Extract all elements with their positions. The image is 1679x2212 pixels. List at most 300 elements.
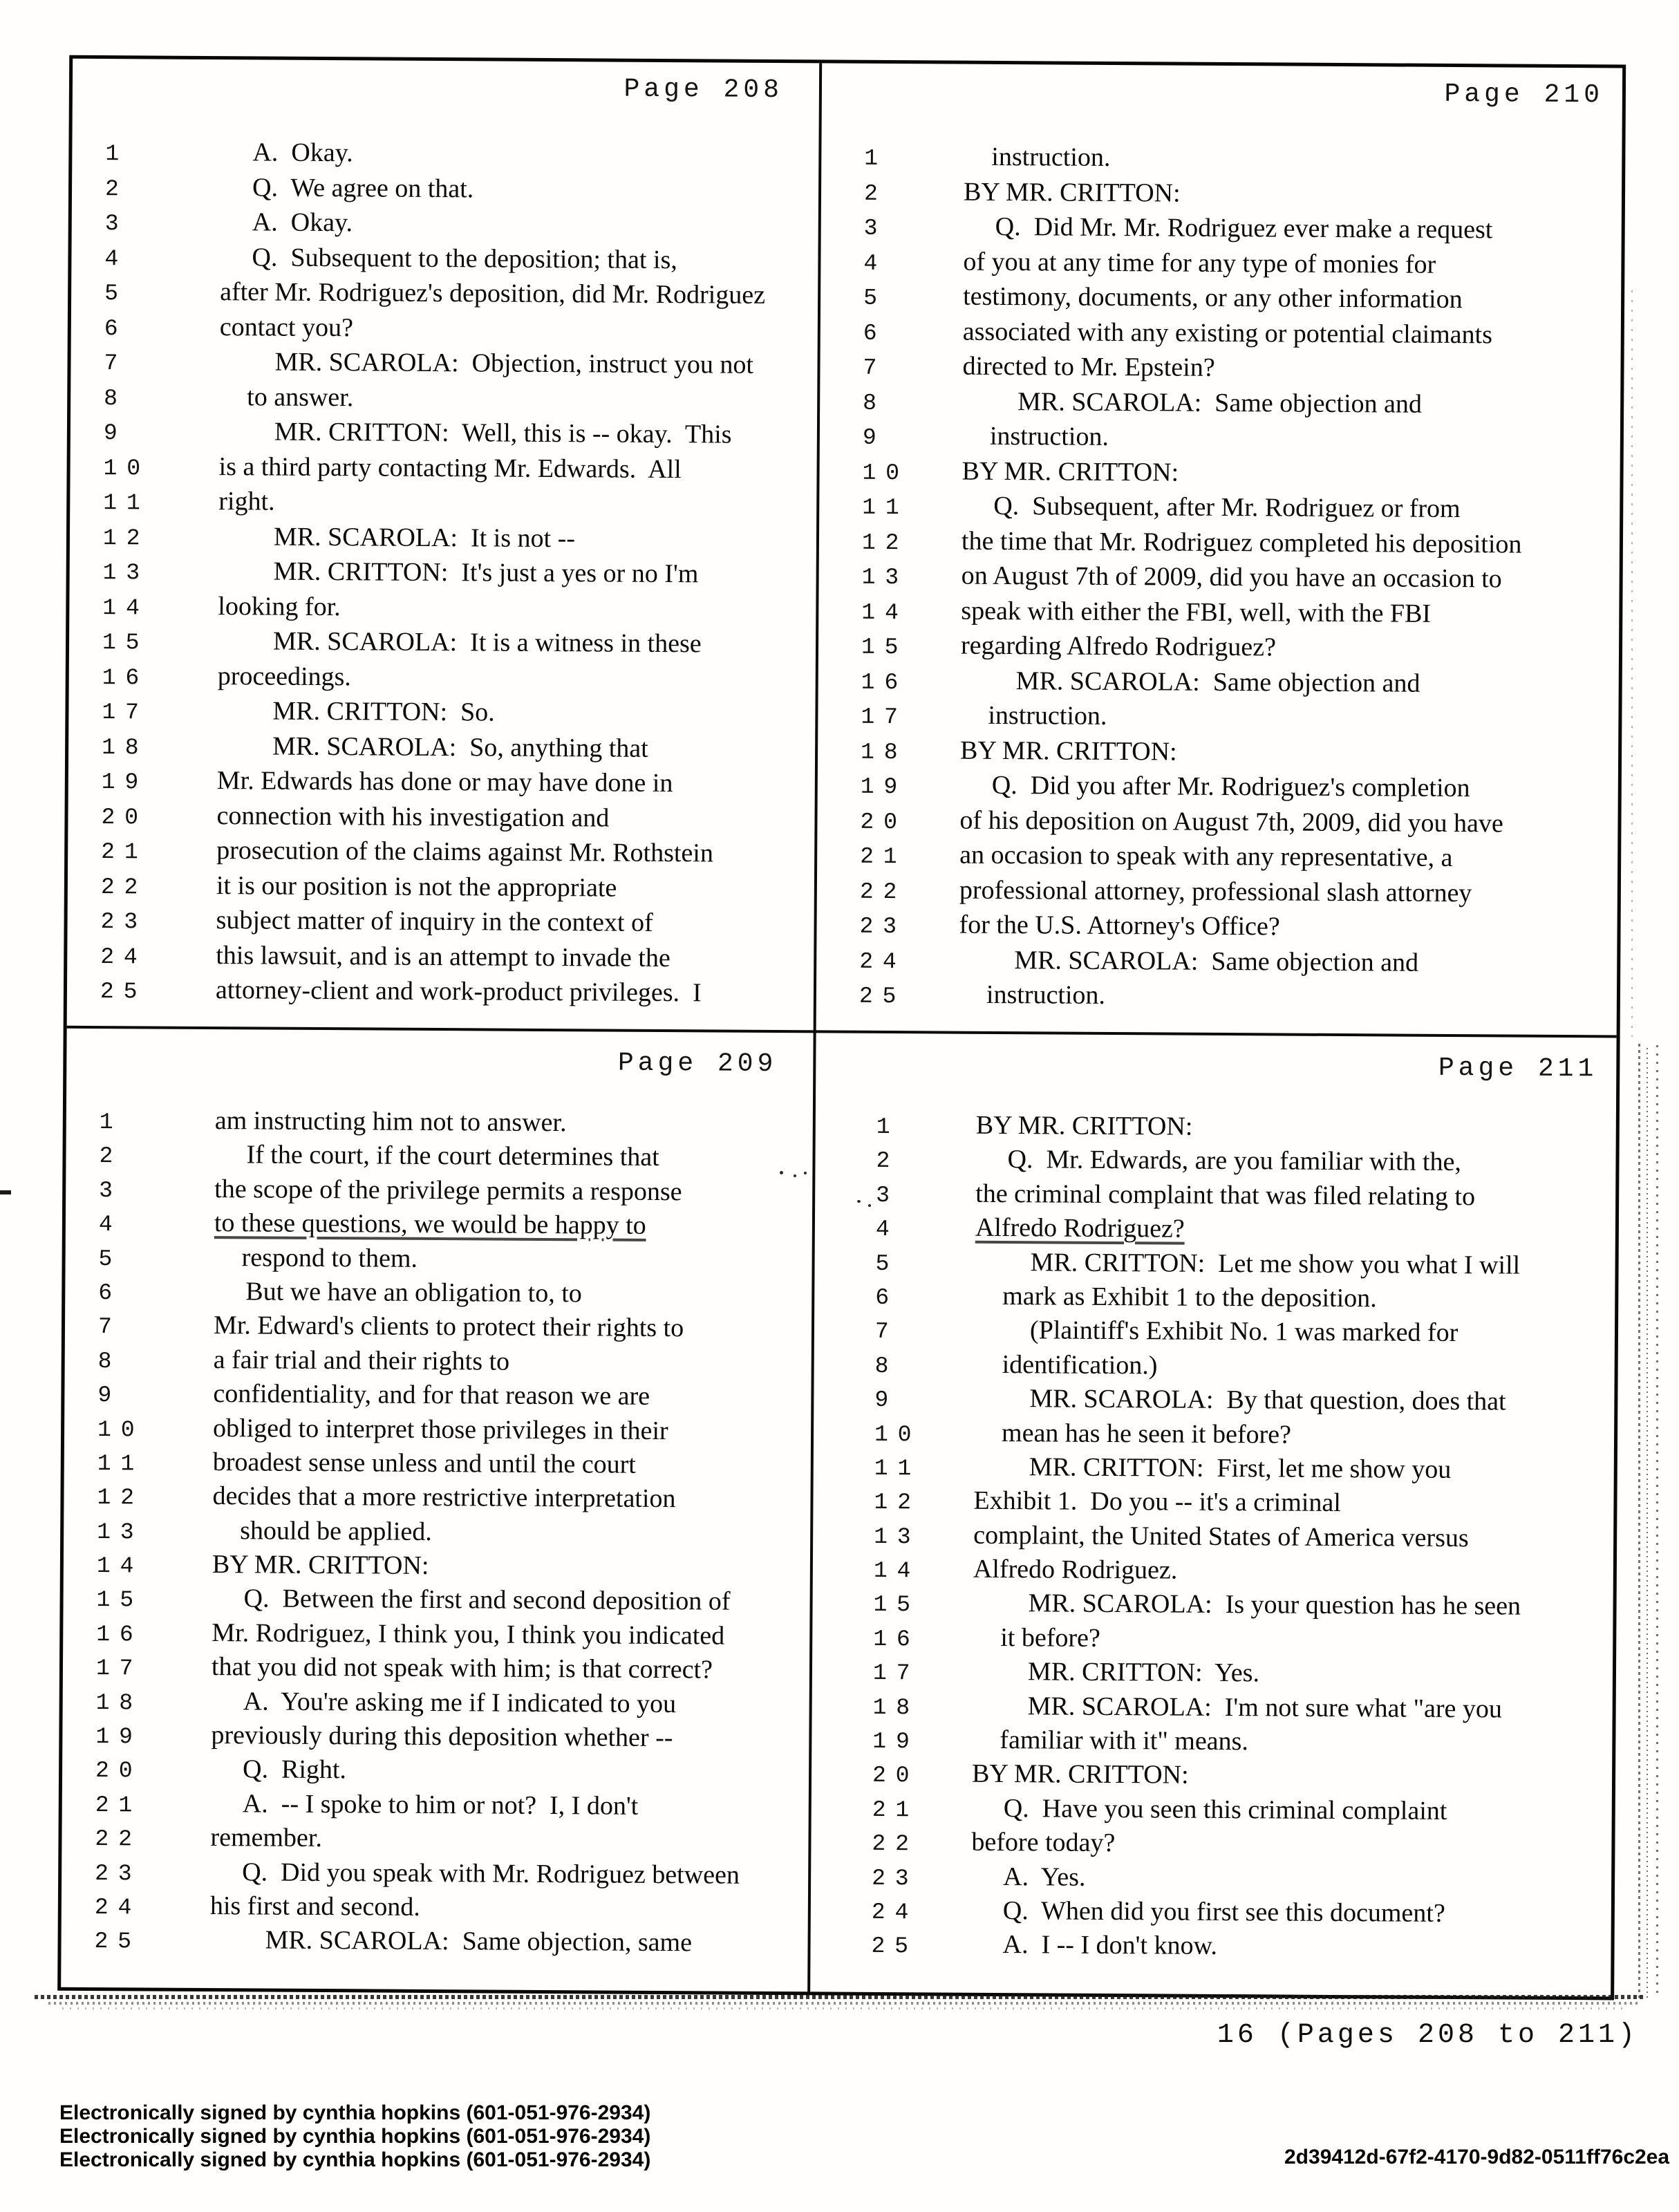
transcript-line — [815, 1143, 1619, 1182]
line-text: A. Yes. — [1003, 1862, 1086, 1892]
line-text: contact you? — [219, 312, 354, 342]
line-number: 19 — [95, 1724, 142, 1750]
transcript-line — [817, 838, 1621, 879]
transcript-line — [820, 420, 1624, 460]
transcript-line — [66, 1173, 812, 1212]
transcript-line — [68, 765, 815, 804]
line-number: 25 — [94, 1929, 142, 1955]
line-text: MR. CRITTON: Yes. — [1027, 1657, 1260, 1688]
line-text: on August 7th of 2009, did you have an occasion to — [961, 561, 1502, 594]
line-number: 22 — [100, 874, 148, 900]
line-text: it before? — [1000, 1622, 1100, 1653]
transcript-line — [61, 1924, 807, 1962]
line-text: complaint, the United States of America versus — [973, 1520, 1469, 1553]
transcript-line — [66, 1207, 812, 1246]
transcript-line — [818, 699, 1622, 739]
line-number: 4 — [98, 1212, 122, 1238]
line-text: MR. SCAROLA: It is not -- — [273, 522, 576, 553]
transcript-lines — [810, 1109, 1620, 1967]
transcript-lines — [67, 136, 819, 1013]
line-number: 10 — [103, 455, 151, 481]
transcript-line — [812, 1689, 1616, 1728]
scan-speck — [780, 1171, 783, 1174]
line-number: 11 — [862, 494, 909, 521]
transcript-page-209 — [61, 1029, 813, 1996]
line-number: 7 — [874, 1319, 899, 1345]
line-number: 4 — [863, 250, 888, 276]
transcript-line — [66, 1138, 812, 1177]
line-number: 21 — [101, 839, 148, 865]
transcript-line — [814, 1280, 1618, 1318]
line-number: 15 — [873, 1592, 921, 1618]
signature-line: Electronically signed by cynthia hopkins (601-051-976-2934) — [59, 2125, 651, 2148]
line-number: 24 — [94, 1895, 142, 1921]
line-text: Mr. Edward's clients to protect their rights to — [213, 1311, 684, 1343]
line-text: professional attorney, professional slash attorney — [959, 875, 1472, 908]
transcript-line — [65, 1275, 812, 1314]
line-number: 3 — [99, 1177, 122, 1204]
transcript-line — [65, 1343, 812, 1382]
transcript-line — [72, 171, 818, 210]
line-text: A. -- I spoke to him or not? I, I don't — [242, 1789, 639, 1821]
line-number: 24 — [100, 944, 147, 970]
line-text: familiar with it" means. — [1000, 1725, 1249, 1756]
line-text: Alfredo Rodriguez? — [975, 1212, 1185, 1244]
transcript-lines — [816, 140, 1626, 1018]
line-number: 8 — [104, 385, 127, 411]
line-text: Exhibit 1. Do you -- it's a criminal — [973, 1486, 1341, 1518]
transcript-line — [821, 176, 1625, 216]
transcript-line — [820, 385, 1624, 425]
line-text: after Mr. Rodriguez's deposition, did Mr. Rodriguez — [220, 277, 766, 310]
line-number: 18 — [860, 739, 908, 765]
line-number: 17 — [95, 1656, 143, 1682]
transcript-line — [811, 1860, 1615, 1899]
scan-speck — [794, 1174, 796, 1177]
line-text: BY MR. CRITTON: — [959, 735, 1177, 767]
line-text: for the U.S. Attorney's Office? — [959, 910, 1280, 941]
transcript-line — [65, 1241, 812, 1280]
line-text: Q. Did you after Mr. Rodriguez's completion — [991, 770, 1470, 803]
line-number: 5 — [875, 1250, 899, 1277]
line-number: 25 — [871, 1933, 918, 1960]
line-text: MR. CRITTON: First, let me show you — [1029, 1452, 1452, 1484]
line-text: looking for. — [218, 591, 341, 621]
transcript-line — [67, 974, 814, 1013]
line-number: 13 — [102, 560, 150, 586]
transcript-line — [816, 908, 1620, 948]
transcript-line — [69, 659, 816, 699]
transcript-line — [63, 1685, 809, 1723]
transcript-line — [71, 241, 818, 280]
transcript-line — [812, 1656, 1616, 1694]
transcript-line — [810, 1929, 1614, 1967]
transcript-line — [71, 380, 817, 420]
line-text: Mr. Rodriguez, I think you, I think you indicated — [212, 1618, 725, 1651]
line-number: 3 — [876, 1182, 899, 1208]
line-number: 19 — [860, 774, 908, 800]
scan-noise-band — [35, 1995, 1645, 1999]
line-number: 24 — [871, 1899, 919, 1926]
transcript-line — [814, 1382, 1617, 1421]
transcript-line — [62, 1855, 808, 1894]
transcript-grid-box — [57, 55, 1626, 2000]
transcript-line — [820, 350, 1624, 390]
line-text: Q. Did you speak with Mr. Rodriguez between — [242, 1857, 740, 1890]
line-text: right. — [218, 487, 275, 516]
scan-noise-right-edge — [1635, 1044, 1663, 1998]
line-number: 22 — [95, 1826, 142, 1853]
line-text: previously during this deposition whether -- — [211, 1721, 673, 1753]
line-number: 15 — [102, 630, 149, 656]
line-number: 15 — [861, 634, 908, 661]
line-number: 16 — [102, 664, 149, 691]
transcript-line — [817, 874, 1621, 914]
transcript-line — [812, 1621, 1616, 1660]
line-number: 2 — [99, 1143, 123, 1170]
transcript-line — [66, 1105, 813, 1143]
line-text: of you at any time for any type of monies for — [963, 247, 1436, 279]
line-number: 6 — [863, 320, 887, 346]
transcript-line — [64, 1480, 810, 1519]
line-number: 16 — [873, 1626, 920, 1653]
transcript-line — [64, 1514, 810, 1553]
line-text: A. Okay. — [252, 138, 353, 168]
line-text: MR. CRITTON: Well, this is -- okay. This — [274, 417, 732, 449]
transcript-line — [819, 489, 1623, 529]
line-text: Q. Right. — [242, 1754, 347, 1785]
transcript-line — [69, 625, 816, 664]
line-number: 14 — [96, 1553, 144, 1580]
transcript-line — [70, 450, 816, 489]
line-text: to answer. — [247, 382, 354, 412]
line-number: 13 — [97, 1519, 144, 1546]
line-text: Q. We agree on that. — [252, 172, 474, 203]
scan-speck — [804, 1172, 807, 1174]
line-text: regarding Alfredo Rodriguez? — [960, 630, 1277, 662]
line-number: 6 — [104, 315, 128, 341]
transcript-line — [814, 1450, 1617, 1489]
transcript-line — [816, 944, 1620, 984]
sheet-page-range-label: 16 (Pages 208 to 211) — [1217, 2020, 1638, 2051]
line-text: MR. SCAROLA: By that question, does that — [1029, 1384, 1506, 1416]
line-text: A. Okay. — [252, 207, 353, 238]
line-text: am instructing him not to answer. — [214, 1106, 567, 1138]
line-text: to these questions, we would be happy to — [214, 1208, 646, 1241]
scan-speck — [868, 1204, 871, 1207]
transcript-line — [814, 1416, 1617, 1455]
transcript-line — [812, 1758, 1615, 1797]
line-text: MR. SCAROLA: Objection, instruct you not — [274, 347, 754, 379]
line-text: MR. SCAROLA: Same objection and — [1015, 666, 1420, 698]
line-text: speak with either the FBI, well, with the FBI — [961, 596, 1432, 628]
scan-edge-mark — [0, 1190, 11, 1194]
transcript-line — [820, 315, 1624, 355]
line-text: MR. SCAROLA: Same objection, same — [265, 1925, 693, 1958]
line-number: 18 — [102, 734, 149, 760]
transcript-line — [67, 939, 814, 978]
line-text: an occasion to speak with any representative, a — [959, 840, 1453, 873]
transcript-line — [63, 1651, 809, 1689]
line-text: obliged to interpret those privileges in their — [212, 1413, 668, 1445]
line-number: 18 — [95, 1689, 143, 1716]
page-header: Page 208 — [623, 74, 784, 106]
transcript-line — [813, 1485, 1617, 1524]
line-number: 1 — [864, 145, 888, 171]
line-number: 13 — [861, 564, 909, 591]
line-text: Q. Did Mr. Mr. Rodriguez ever make a request — [995, 212, 1493, 245]
line-number: 8 — [97, 1348, 122, 1374]
line-text: before today? — [971, 1827, 1116, 1858]
document-id: 2d39412d-67f2-4170-9d82-0511ff76c2ea — [1284, 2146, 1670, 2168]
transcript-line — [817, 804, 1621, 844]
transcript-line — [63, 1582, 809, 1621]
transcript-line — [812, 1587, 1616, 1626]
line-number: 19 — [872, 1728, 919, 1755]
transcript-line — [64, 1446, 811, 1485]
transcript-line — [62, 1719, 809, 1758]
line-text: MR. CRITTON: It's just a yes or no I'm — [273, 556, 699, 589]
line-number: 16 — [96, 1621, 143, 1648]
line-number: 20 — [95, 1758, 142, 1784]
line-number: 10 — [862, 460, 910, 486]
transcript-line — [819, 455, 1623, 495]
line-text: associated with any existing or potential claimants — [962, 317, 1493, 349]
transcript-line — [818, 594, 1622, 635]
line-text: confidentiality, and for that reason we are — [213, 1379, 650, 1412]
line-number: 7 — [97, 1314, 122, 1340]
transcript-lines — [61, 1105, 813, 1962]
line-number: 20 — [860, 809, 907, 835]
line-number: 12 — [102, 525, 150, 551]
line-text: A. You're asking me if I indicated to you — [243, 1686, 677, 1718]
transcript-page-208 — [67, 59, 820, 1031]
line-text: subject matter of inquiry in the context of — [216, 906, 653, 937]
transcript-line — [816, 1109, 1620, 1147]
line-text: the criminal complaint that was filed relating to — [975, 1179, 1476, 1211]
line-number: 14 — [102, 594, 149, 621]
line-text: instruction. — [989, 421, 1109, 451]
line-number: 7 — [863, 355, 887, 381]
transcript-line — [71, 415, 817, 455]
transcript-line — [816, 978, 1620, 1018]
line-text: prosecution of the claims against Mr. Rothstein — [216, 836, 714, 868]
page-header: Page 211 — [1438, 1053, 1598, 1085]
transcript-line — [71, 346, 817, 385]
transcript-line — [812, 1792, 1615, 1830]
line-number: 25 — [859, 983, 906, 1010]
line-text: the time that Mr. Rodriguez completed his deposition — [961, 526, 1522, 559]
line-number: 19 — [101, 769, 149, 796]
page-header: Page 210 — [1444, 79, 1604, 111]
line-number: 20 — [872, 1763, 919, 1789]
line-text: Q. Subsequent, after Mr. Rodriguez or from — [993, 491, 1461, 524]
transcript-line — [811, 1826, 1615, 1865]
line-number: 4 — [875, 1217, 899, 1243]
transcript-line — [813, 1553, 1617, 1591]
transcript-line — [821, 210, 1625, 250]
line-text: of his deposition on August 7th, 2009, did you have — [959, 805, 1503, 838]
line-number: 5 — [863, 285, 887, 311]
signature-line: Electronically signed by cynthia hopkins (601-051-976-2934) — [59, 2101, 651, 2124]
line-number: 2 — [104, 176, 129, 202]
line-number: 9 — [862, 424, 886, 451]
line-number: 15 — [96, 1587, 144, 1613]
line-text: Q. Mr. Edwards, are you familiar with the, — [1007, 1145, 1462, 1177]
line-text: MR. SCAROLA: I'm not sure what "are you — [1027, 1691, 1503, 1724]
line-text: MR. SCAROLA: Is your question has he seen — [1028, 1588, 1521, 1622]
line-text: Q. When did you first see this document? — [1002, 1896, 1445, 1928]
line-number: 18 — [872, 1694, 920, 1721]
signature-block — [59, 2101, 650, 2172]
line-number: 17 — [861, 704, 908, 731]
line-number: 1 — [99, 1109, 123, 1136]
line-number: 21 — [872, 1797, 919, 1824]
line-number: 11 — [103, 490, 150, 516]
line-text: Q. Have you seen this criminal complaint — [1003, 1793, 1447, 1826]
line-text: Mr. Edwards has done or may have done in — [216, 766, 673, 798]
transcript-line — [70, 485, 816, 525]
transcript-line — [818, 734, 1622, 774]
transcript-line — [64, 1378, 811, 1416]
transcript-line — [813, 1519, 1617, 1557]
transcript-line — [820, 280, 1624, 320]
line-text: his first and second. — [209, 1891, 420, 1922]
transcript-line — [62, 1890, 808, 1929]
line-number: 2 — [876, 1148, 900, 1174]
line-text: Q. Subsequent to the deposition; that is, — [252, 242, 677, 274]
line-text: BY MR. CRITTON: — [971, 1759, 1189, 1790]
transcript-line — [818, 664, 1622, 704]
line-text: MR. SCAROLA: Same objection and — [1017, 386, 1423, 419]
transcript-line — [68, 695, 815, 734]
line-number: 20 — [101, 804, 148, 830]
line-number: 8 — [863, 390, 886, 416]
transcript-line — [69, 590, 816, 629]
line-text: proceedings. — [217, 661, 351, 691]
line-number: 5 — [98, 1246, 122, 1272]
line-number: 21 — [95, 1792, 142, 1819]
transcript-line — [68, 834, 814, 874]
transcript-page-210 — [816, 63, 1626, 1035]
signature-line: Electronically signed by cynthia hopkins (601-051-976-2934) — [59, 2148, 651, 2171]
scan-speck — [857, 1200, 861, 1203]
scan-noise-right-edge — [1627, 290, 1637, 1037]
scan-noise-band — [62, 2007, 1624, 2009]
line-number: 24 — [859, 948, 906, 975]
transcript-line — [814, 1314, 1618, 1353]
line-text: MR. SCAROLA: It is a witness in these — [272, 626, 702, 659]
line-text: But we have an obligation to, to — [245, 1277, 582, 1309]
line-number: 21 — [860, 843, 907, 870]
line-text: BY MR. CRITTON: — [963, 177, 1181, 208]
line-number: 7 — [104, 350, 128, 377]
line-number: 3 — [104, 211, 129, 237]
line-text: mean has he seen it before? — [1001, 1418, 1292, 1450]
line-number: 22 — [859, 879, 907, 905]
line-number: 2 — [863, 180, 888, 207]
line-number: 11 — [874, 1455, 921, 1482]
transcript-line — [67, 904, 814, 944]
line-text: instruction. — [988, 700, 1107, 731]
line-text: decides that a more restrictive interpretation — [212, 1481, 676, 1514]
line-text: MR. SCAROLA: So, anything that — [272, 731, 648, 763]
line-number: 17 — [102, 700, 149, 726]
page-header: Page 209 — [617, 1048, 778, 1080]
line-number: 1 — [876, 1114, 900, 1141]
transcript-line — [819, 525, 1623, 565]
line-text: (Plaintiff's Exhibit No. 1 was marked for — [1029, 1315, 1458, 1348]
line-number: 17 — [872, 1660, 920, 1687]
transcript-line — [63, 1617, 809, 1656]
line-number: 10 — [874, 1421, 921, 1447]
line-text: If the court, if the court determines that — [246, 1140, 659, 1172]
line-number: 8 — [874, 1353, 899, 1379]
transcript-line — [62, 1788, 809, 1826]
line-number: 23 — [100, 909, 148, 935]
line-text: mark as Exhibit 1 to the deposition. — [1002, 1281, 1377, 1313]
line-text: BY MR. CRITTON: — [212, 1550, 429, 1581]
transcript-line — [71, 276, 818, 315]
line-text: connection with his investigation and — [216, 800, 610, 833]
transcript-line — [65, 1309, 812, 1348]
line-number: 4 — [104, 245, 129, 272]
line-text: is a third party contacting Mr. Edwards. All — [218, 451, 682, 484]
transcript-line — [70, 520, 816, 559]
transcript-line — [818, 769, 1622, 809]
transcript-line — [71, 310, 818, 350]
line-number: 16 — [861, 669, 908, 695]
line-number: 5 — [104, 281, 128, 307]
line-text: identification.) — [1002, 1349, 1158, 1380]
line-text: it is our position is not the appropriate — [216, 870, 617, 903]
transcript-line — [70, 555, 816, 594]
line-text: MR. CRITTON: So. — [272, 696, 495, 727]
line-text: BY MR. CRITTON: — [962, 456, 1179, 487]
transcript-line — [812, 1723, 1615, 1762]
transcript-line — [64, 1412, 811, 1450]
line-number: 14 — [861, 599, 908, 626]
line-number: 9 — [103, 420, 127, 447]
line-text: Alfredo Rodriguez. — [973, 1554, 1178, 1585]
line-text: remember. — [210, 1823, 323, 1853]
transcript-line — [821, 140, 1625, 180]
line-text: instruction. — [986, 980, 1106, 1010]
line-text: attorney-client and work-product privileges. I — [215, 975, 702, 1008]
transcript-line — [818, 559, 1622, 599]
transcript-line — [820, 245, 1624, 285]
line-text: A. I -- I don't know. — [1002, 1930, 1218, 1961]
line-text: respond to them. — [241, 1242, 418, 1273]
line-number: 9 — [97, 1382, 122, 1409]
line-number: 10 — [97, 1416, 144, 1443]
line-number: 1 — [105, 141, 129, 167]
line-number: 12 — [861, 529, 909, 556]
line-text: should be applied. — [240, 1515, 432, 1546]
line-number: 23 — [859, 913, 907, 940]
line-number: 13 — [874, 1524, 921, 1550]
transcript-line — [68, 869, 814, 908]
line-number: 23 — [95, 1860, 142, 1887]
transcript-line — [815, 1177, 1619, 1216]
line-number: 12 — [97, 1485, 144, 1511]
line-number: 3 — [863, 215, 888, 241]
scan-noise-band — [48, 2002, 1638, 2005]
line-text: MR. CRITTON: Let me show you what I will — [1030, 1247, 1521, 1280]
line-text: MR. SCAROLA: Same objection and — [1014, 945, 1419, 977]
line-text: that you did not speak with him; is that correct? — [211, 1652, 713, 1685]
line-number: 14 — [873, 1557, 921, 1584]
